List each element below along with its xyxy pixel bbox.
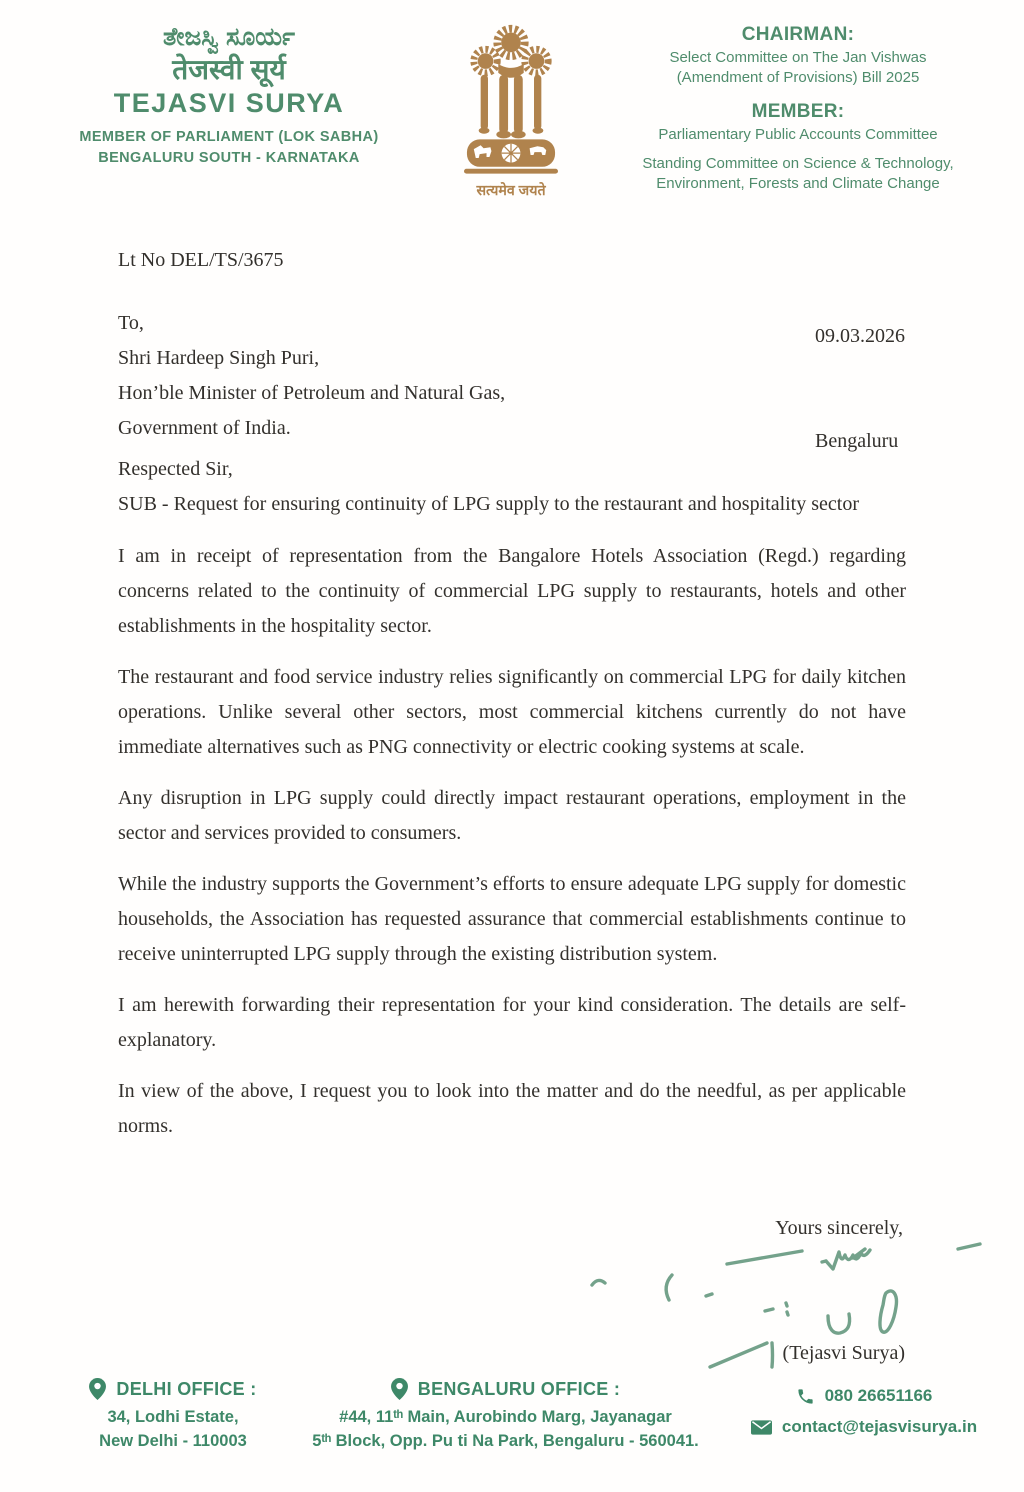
delhi-office-label: DELHI OFFICE : bbox=[116, 1378, 257, 1399]
letter-body bbox=[118, 539, 906, 1160]
salutation: Respected Sir, bbox=[118, 458, 233, 480]
member-line: Standing Committee on Science & Technology, bbox=[642, 155, 954, 172]
paragraph: In view of the above, I request you to look into the matter and do the needful, as per applicable norms. bbox=[118, 1080, 906, 1137]
bengaluru-office-address: 5ᵗʰ Block, Opp. Pu ti Na Park, Bengaluru - 560041. bbox=[312, 1432, 699, 1450]
constituency-line: BENGALURU SOUTH - KARNATAKA bbox=[98, 149, 360, 166]
letter-date: 09.03.2026 bbox=[815, 325, 905, 347]
chairman-line: (Amendment of Provisions) Bill 2025 bbox=[676, 69, 920, 86]
subject-line: SUB - Request for ensuring continuity of LPG supply to the restaurant and hospitality sector bbox=[118, 493, 859, 515]
delhi-office-block bbox=[48, 1378, 298, 1453]
letter-ref-number: Lt No DEL/TS/3675 bbox=[118, 249, 284, 271]
recipient-line: Hon’ble Minister of Petroleum and Natural Gas, bbox=[118, 382, 506, 404]
phone-number: 080 26651166 bbox=[824, 1386, 933, 1405]
email-address: contact@tejasvisurya.in bbox=[781, 1417, 978, 1436]
state-emblem-of-india-icon bbox=[451, 16, 571, 204]
delhi-office-address: 34, Lodhi Estate, bbox=[107, 1408, 239, 1426]
chairman-line: Select Committee on The Jan Vishwas bbox=[669, 49, 927, 66]
letter-place: Bengaluru bbox=[815, 430, 899, 452]
bengaluru-office-label: BENGALURU OFFICE : bbox=[417, 1378, 621, 1399]
location-pin-icon bbox=[89, 1378, 106, 1400]
email-icon bbox=[751, 1420, 772, 1435]
name-hindi: तेजस्वी सूर्य bbox=[172, 54, 286, 86]
bengaluru-office-address: #44, 11ᵗʰ Main, Aurobindo Marg, Jayanagar bbox=[339, 1408, 672, 1426]
member-line: Parliamentary Public Accounts Committee bbox=[658, 126, 938, 143]
recipient-line: Shri Hardeep Singh Puri, bbox=[118, 347, 320, 369]
member-line: Environment, Forests and Climate Change bbox=[656, 175, 940, 192]
letterhead-roles bbox=[598, 16, 998, 194]
phone-icon bbox=[796, 1387, 815, 1406]
chairman-label: CHAIRMAN: bbox=[741, 24, 855, 45]
paragraph: The restaurant and food service industry relies significantly on commercial LPG for daily kitchen operations. Unlike several other sectors, most commercial kitchens currently do not have immediate alternatives such as PNG connectivity or electric cooking systems at scale. bbox=[118, 666, 906, 758]
mp-title-line: MEMBER OF PARLIAMENT (LOK SABHA) bbox=[79, 128, 379, 145]
closing-phrase: Yours sincerely, bbox=[775, 1217, 903, 1239]
letterhead bbox=[0, 16, 1024, 204]
footer bbox=[0, 1378, 1024, 1478]
name-kannada: ತೇಜಸ್ವಿ ಸೂರ್ಯ bbox=[163, 23, 295, 51]
salutation-subject-block bbox=[118, 452, 906, 522]
delhi-office-address: New Delhi - 110003 bbox=[99, 1432, 247, 1450]
paragraph: Any disruption in LPG supply could directly impact restaurant operations, employment in the sector and services provided to consumers. bbox=[118, 787, 906, 844]
name-english: TEJASVI SURYA bbox=[113, 87, 345, 118]
contact-block bbox=[728, 1378, 1000, 1448]
recipient-line: Government of India. bbox=[118, 417, 291, 439]
member-label: MEMBER: bbox=[751, 101, 845, 122]
emblem-motto: सत्यमेव जयते bbox=[476, 183, 546, 200]
paragraph: While the industry supports the Government’s efforts to ensure adequate LPG supply for domestic households, the Association has requested assurance that commercial establishments continue to receive uninterrupted LPG supply through the existing distribution system. bbox=[118, 873, 906, 965]
signatory-name: (Tejasvi Surya) bbox=[782, 1342, 905, 1364]
paragraph: I am herewith forwarding their representation for your kind consideration. The details are self-explanatory. bbox=[118, 994, 906, 1051]
paragraph: I am in receipt of representation from the Bangalore Hotels Association (Regd.) regarding concerns related to the continuity of commercial LPG supply to restaurants, hotels and other establishments in the hospitality sector. bbox=[118, 545, 906, 637]
bengaluru-office-block bbox=[298, 1378, 713, 1453]
location-pin-icon bbox=[391, 1378, 408, 1400]
recipient-block bbox=[118, 306, 505, 446]
letterhead-identity bbox=[34, 16, 424, 169]
recipient-line: To, bbox=[118, 312, 144, 334]
